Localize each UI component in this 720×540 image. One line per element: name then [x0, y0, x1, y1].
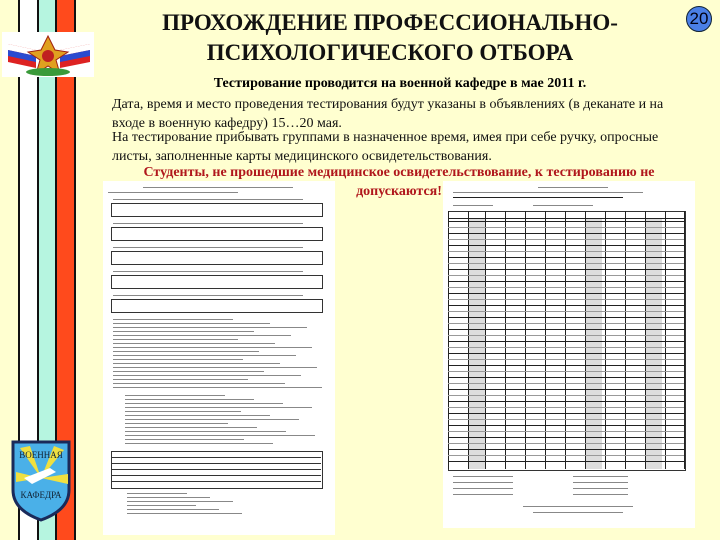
form-line	[448, 275, 684, 276]
form-line	[113, 359, 243, 360]
form-line	[125, 415, 270, 416]
form-line	[113, 327, 307, 328]
form-line	[113, 319, 233, 320]
form-line	[125, 395, 225, 396]
form-line	[448, 299, 684, 300]
form-line	[127, 501, 233, 502]
form-line	[125, 411, 241, 412]
form-line	[448, 437, 684, 438]
paragraph-schedule: Дата, время и место проведения тестирования будут указаны в объявлениях (в деканате и на входе в военную кафедру) 15…20 мая.	[112, 97, 664, 131]
form-line	[448, 371, 684, 372]
form-line	[453, 494, 513, 495]
slide-title	[120, 8, 660, 68]
form-line	[111, 475, 321, 476]
form-line	[127, 493, 187, 494]
form-line	[113, 363, 280, 364]
form-line	[448, 311, 684, 312]
slide-subtitle: Тестирование проводится на военной кафедре в мае 2011 г.	[213, 76, 587, 91]
form-line	[453, 482, 513, 483]
form-line	[448, 335, 684, 336]
form-line	[448, 293, 684, 294]
form-line	[448, 233, 684, 234]
form-line	[448, 377, 684, 378]
form-table	[111, 275, 323, 289]
form-line	[111, 481, 321, 482]
form-line	[448, 455, 684, 456]
form-line	[113, 367, 317, 368]
military-department-shield-icon	[10, 438, 72, 522]
form-line	[113, 371, 264, 372]
form-line	[113, 247, 303, 248]
form-line	[125, 399, 254, 400]
answer-sheet-image	[443, 181, 695, 528]
form-line	[113, 199, 303, 200]
table-column-line	[684, 211, 685, 469]
form-line	[125, 443, 273, 444]
form-line	[113, 223, 303, 224]
form-line	[448, 245, 684, 246]
form-line	[448, 431, 684, 432]
form-line	[448, 341, 684, 342]
form-line	[448, 353, 684, 354]
form-line	[448, 395, 684, 396]
form-line	[113, 339, 238, 340]
slide-title-line-2: ПСИХОЛОГИЧЕСКОГО ОТБОРА	[206, 40, 574, 65]
form-table	[111, 299, 323, 313]
form-line	[448, 218, 684, 219]
form-table	[111, 251, 323, 265]
form-line	[453, 476, 513, 477]
form-line	[448, 263, 684, 264]
form-line	[453, 197, 623, 198]
form-line	[113, 323, 270, 324]
form-line	[448, 359, 684, 360]
form-line	[448, 269, 684, 270]
form-line	[125, 427, 257, 428]
form-line	[125, 439, 244, 440]
form-line	[113, 335, 291, 336]
form-line	[143, 187, 293, 188]
form-line	[453, 205, 493, 206]
form-line	[448, 413, 684, 414]
form-line	[113, 379, 248, 380]
warning-text: Студенты, не прошедшие медицинское освидетельствование, к тестированию не допускаются!	[143, 165, 655, 199]
svg-text:ВОЕННАЯ: ВОЕННАЯ	[19, 450, 63, 460]
form-line	[113, 347, 312, 348]
form-line	[127, 505, 196, 506]
form-line	[533, 205, 593, 206]
form-line	[448, 323, 684, 324]
form-line	[108, 192, 238, 193]
form-line	[125, 403, 283, 404]
form-line	[448, 443, 684, 444]
form-line	[453, 488, 513, 489]
form-line	[448, 389, 684, 390]
form-line	[453, 192, 643, 193]
form-line	[448, 287, 684, 288]
form-line	[538, 187, 608, 188]
form-line	[448, 227, 684, 228]
military-emblem-icon	[2, 32, 94, 77]
form-line	[127, 513, 242, 514]
svg-text:КАФЕДРА: КАФЕДРА	[20, 490, 62, 500]
form-line	[448, 221, 684, 222]
form-table	[111, 227, 323, 241]
form-line	[448, 401, 684, 402]
form-line	[113, 331, 254, 332]
form-line	[113, 295, 303, 296]
form-line	[113, 355, 296, 356]
form-line	[448, 449, 684, 450]
form-line	[573, 482, 628, 483]
form-line	[448, 383, 684, 384]
form-line	[448, 407, 684, 408]
form-line	[448, 317, 684, 318]
form-line	[111, 457, 321, 458]
form-line	[523, 506, 633, 507]
form-line	[125, 419, 299, 420]
form-line	[448, 461, 684, 462]
form-line	[448, 419, 684, 420]
form-line	[113, 271, 303, 272]
questionnaire-form-image	[103, 181, 335, 535]
form-line	[448, 305, 684, 306]
form-line	[125, 407, 312, 408]
form-line	[125, 423, 228, 424]
form-line	[448, 329, 684, 330]
form-line	[113, 343, 275, 344]
form-line	[448, 281, 684, 282]
form-line	[448, 365, 684, 366]
form-line	[125, 431, 286, 432]
form-line	[573, 476, 628, 477]
form-line	[448, 251, 684, 252]
form-line	[127, 497, 210, 498]
form-line	[448, 425, 684, 426]
form-line	[533, 512, 623, 513]
form-line	[113, 351, 259, 352]
form-line	[113, 375, 301, 376]
slide-title-line-1: ПРОХОЖДЕНИЕ ПРОФЕССИОНАЛЬНО-	[162, 10, 618, 35]
form-line	[111, 463, 321, 464]
slide-number-badge: 20	[686, 6, 712, 32]
form-line	[448, 347, 684, 348]
form-line	[127, 509, 219, 510]
form-line	[111, 469, 321, 470]
form-line	[448, 239, 684, 240]
form-table	[111, 203, 323, 217]
form-line	[113, 383, 285, 384]
form-line	[573, 494, 628, 495]
form-line	[113, 387, 322, 388]
form-line	[448, 257, 684, 258]
paragraph-requirements: На тестирование прибывать группами в назначенное время, имея при себе ручку, опросные листы, заполненные карты медицинского освидетельствования.	[112, 130, 659, 164]
form-line	[573, 488, 628, 489]
form-line	[125, 435, 315, 436]
